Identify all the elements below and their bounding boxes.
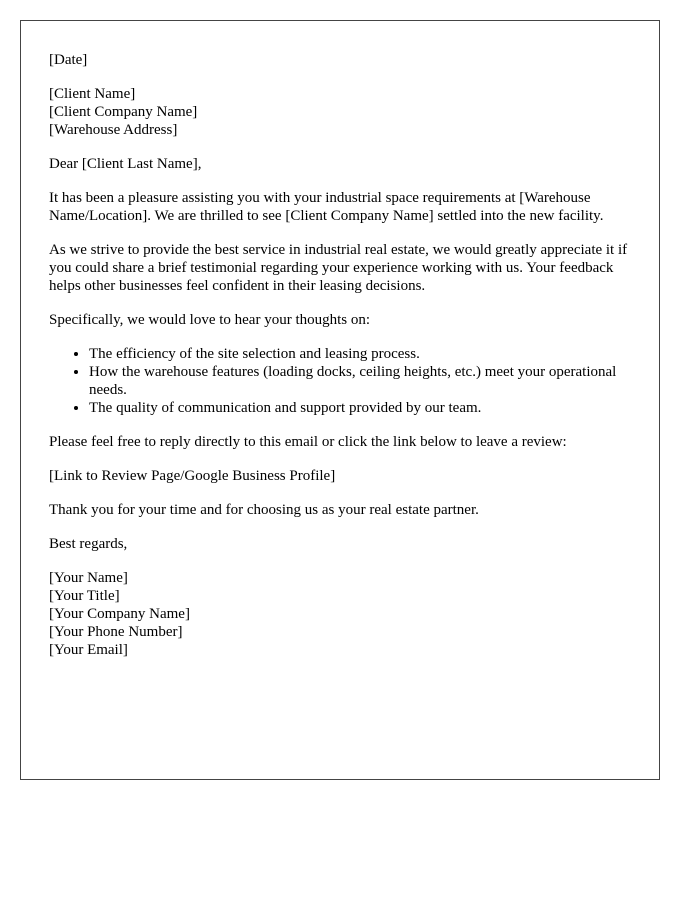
feedback-points-list bbox=[49, 345, 631, 417]
signature-company: [Your Company Name] bbox=[49, 606, 190, 622]
list-intro: Specifically, we would love to hear your thoughts on: bbox=[49, 312, 371, 328]
recipient-block bbox=[49, 85, 631, 139]
list-item: • The efficiency of the site selection and leasing process. bbox=[89, 345, 631, 363]
signature-block bbox=[49, 569, 631, 659]
thanks-paragraph: Thank you for your time and for choosing us as your real estate partner. bbox=[49, 502, 479, 518]
review-link-placeholder: [Link to Review Page/Google Business Profile] bbox=[49, 468, 336, 484]
signature-phone: [Your Phone Number] bbox=[49, 624, 183, 640]
recipient-address: [Warehouse Address] bbox=[49, 122, 178, 138]
list-item: • How the warehouse features (loading docks, ceiling heights, etc.) meet your operational needs. bbox=[89, 363, 631, 399]
closing: Best regards, bbox=[49, 536, 128, 552]
reply-prompt: Please feel free to reply directly to this email or click the link below to leave a review: bbox=[49, 434, 567, 450]
signature-name: [Your Name] bbox=[49, 570, 128, 586]
signature-email: [Your Email] bbox=[49, 642, 128, 658]
salutation: Dear [Client Last Name], bbox=[49, 156, 202, 172]
recipient-name: [Client Name] bbox=[49, 86, 136, 102]
letter-frame bbox=[20, 20, 660, 780]
letter-date: [Date] bbox=[49, 52, 88, 68]
paragraph-request: As we strive to provide the best service in industrial real estate, we would greatly appreciate it if you could share a brief testimonial regarding your experience working with us. Your feedback helps other businesses feel confident in their leasing decisions. bbox=[49, 242, 628, 294]
signature-title: [Your Title] bbox=[49, 588, 120, 604]
recipient-company: [Client Company Name] bbox=[49, 104, 198, 120]
list-item: • The quality of communication and support provided by our team. bbox=[89, 399, 631, 417]
paragraph-intro: It has been a pleasure assisting you with your industrial space requirements at [Warehouse Name/Location]. We are thrilled to see [Client Company Name] settled into the new facility. bbox=[49, 190, 604, 224]
